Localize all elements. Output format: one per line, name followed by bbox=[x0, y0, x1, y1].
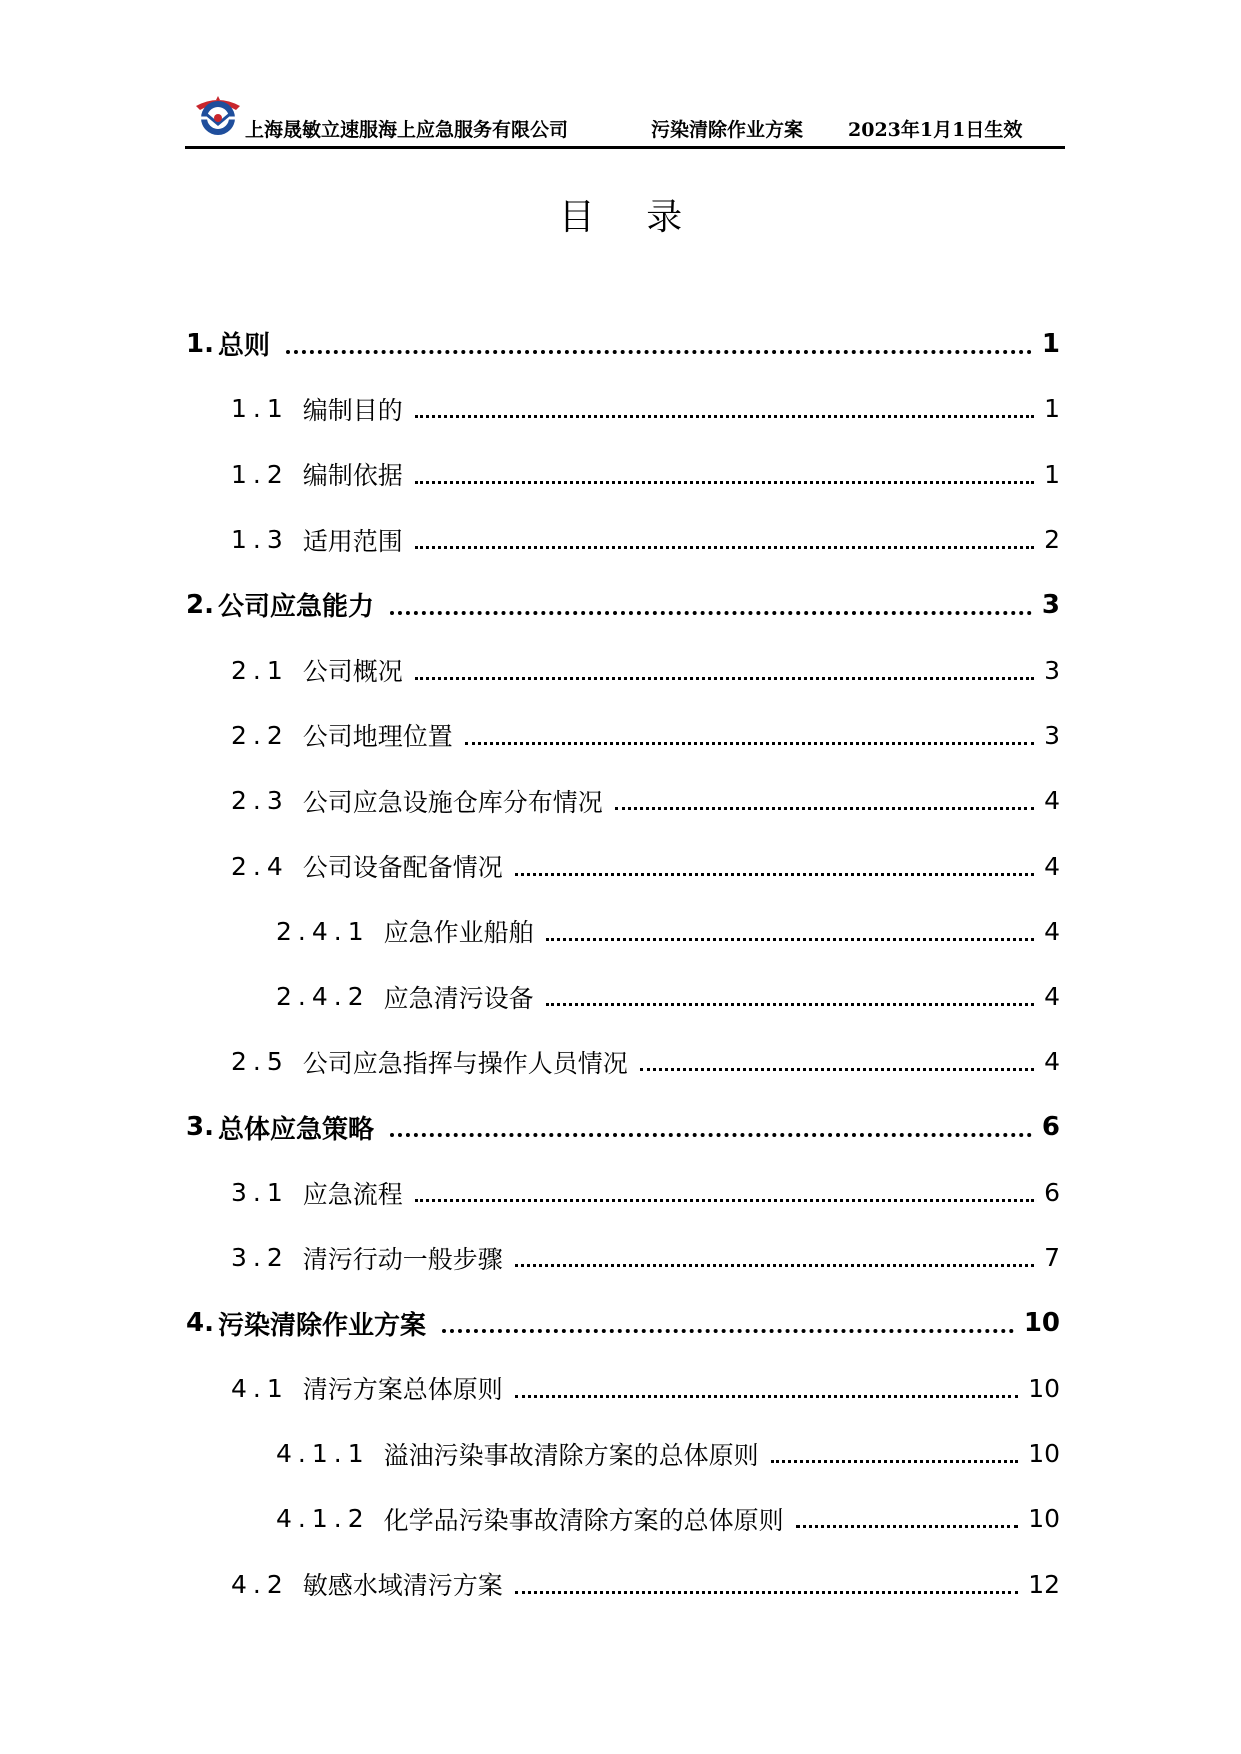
toc-entry[interactable] bbox=[186, 1095, 1060, 1160]
toc-entry-page-number: 1 bbox=[1044, 394, 1060, 424]
toc-entry-number: 3.2 bbox=[231, 1243, 289, 1273]
toc-dot-leader bbox=[415, 677, 1034, 680]
toc-entry-page-number: 6 bbox=[1041, 1112, 1060, 1143]
toc-entry-page-number: 4 bbox=[1044, 1047, 1060, 1077]
toc-entry[interactable] bbox=[186, 833, 1060, 898]
toc-entry-number: 2.4.2 bbox=[276, 982, 370, 1012]
toc-dot-leader bbox=[415, 481, 1034, 484]
toc-dot-leader bbox=[515, 1264, 1034, 1267]
toc-entry[interactable] bbox=[186, 1160, 1060, 1225]
header-company-name: 上海晟敏立速服海上应急服务有限公司 bbox=[245, 119, 569, 141]
toc-entry[interactable] bbox=[186, 1421, 1060, 1486]
toc-entry[interactable] bbox=[186, 311, 1060, 376]
toc-entry[interactable] bbox=[186, 964, 1060, 1029]
toc-entry[interactable] bbox=[186, 1029, 1060, 1094]
toc-entry-label: 适用范围 bbox=[302, 526, 403, 556]
toc-dot-leader bbox=[515, 873, 1034, 876]
toc-dot-leader bbox=[546, 938, 1034, 941]
toc-dot-leader bbox=[640, 1068, 1034, 1071]
toc-entry-label: 总体应急策略 bbox=[217, 1114, 374, 1145]
toc-entry-label: 应急流程 bbox=[302, 1179, 403, 1209]
toc-entry-label: 公司概况 bbox=[302, 657, 403, 687]
toc-entry[interactable] bbox=[186, 637, 1060, 702]
toc-entry-label: 编制依据 bbox=[302, 461, 403, 491]
toc-entry-page-number: 7 bbox=[1044, 1243, 1060, 1273]
toc-entry-number: 3. bbox=[186, 1112, 214, 1143]
toc-title: 目 录 bbox=[558, 197, 703, 238]
toc-entry-number: 4.1.1 bbox=[276, 1439, 370, 1469]
toc-dot-leader bbox=[515, 1395, 1018, 1398]
toc-entry-number: 2.4.1 bbox=[276, 916, 370, 946]
toc-entry[interactable] bbox=[186, 507, 1060, 572]
toc-dot-leader bbox=[415, 1199, 1034, 1202]
toc-dot-leader bbox=[390, 1133, 1032, 1137]
toc-entry-number: 3.1 bbox=[231, 1178, 289, 1207]
toc-entry-number: 4.1.2 bbox=[276, 1504, 370, 1534]
toc-dot-leader bbox=[415, 546, 1034, 549]
toc-entry[interactable] bbox=[186, 572, 1060, 637]
toc-entry-number: 2.5 bbox=[231, 1047, 289, 1077]
toc-entry[interactable] bbox=[186, 768, 1060, 833]
toc-entry-page-number: 4 bbox=[1044, 982, 1060, 1012]
toc-entry-label: 清污行动一般步骤 bbox=[302, 1244, 503, 1274]
header-document-name: 污染清除作业方案 bbox=[651, 119, 804, 141]
toc-entry-number: 1.2 bbox=[231, 459, 289, 489]
toc-dot-leader bbox=[546, 1003, 1034, 1006]
toc-dot-leader bbox=[390, 611, 1032, 615]
toc-entry[interactable] bbox=[186, 1486, 1060, 1551]
toc-dot-leader bbox=[415, 415, 1034, 418]
toc-entry-page-number: 4 bbox=[1044, 851, 1060, 881]
toc-entry-label: 化学品污染事故清除方案的总体原则 bbox=[383, 1505, 784, 1535]
toc-entry-number: 4.1 bbox=[231, 1373, 289, 1403]
toc-entry-number: 1.1 bbox=[231, 394, 289, 424]
header-effective-date: 2023年1月1日生效 bbox=[848, 119, 1023, 141]
toc-entry-page-number: 10 bbox=[1028, 1504, 1060, 1534]
toc-entry-page-number: 10 bbox=[1028, 1373, 1060, 1403]
toc-dot-leader bbox=[286, 350, 1032, 354]
toc-entry-label: 溢油污染事故清除方案的总体原则 bbox=[383, 1440, 759, 1470]
page-header bbox=[185, 82, 1065, 152]
toc-entry[interactable] bbox=[186, 442, 1060, 507]
toc-entry-page-number: 3 bbox=[1041, 589, 1060, 620]
toc-entry[interactable] bbox=[186, 703, 1060, 768]
toc-entry-page-number: 6 bbox=[1044, 1178, 1060, 1207]
toc-dot-leader bbox=[796, 1525, 1019, 1528]
toc-entry-label: 应急作业船舶 bbox=[383, 918, 534, 948]
table-of-contents bbox=[186, 311, 1060, 1617]
toc-entry[interactable] bbox=[186, 899, 1060, 964]
toc-entry-number: 1.3 bbox=[231, 525, 289, 555]
toc-entry-label: 公司应急设施仓库分布情况 bbox=[302, 787, 603, 817]
toc-entry[interactable] bbox=[186, 1552, 1060, 1617]
header-divider bbox=[185, 146, 1065, 149]
toc-dot-leader bbox=[442, 1329, 1014, 1333]
toc-entry-label: 公司应急指挥与操作人员情况 bbox=[302, 1048, 628, 1078]
toc-entry-page-number: 10 bbox=[1028, 1439, 1060, 1469]
toc-entry-label: 公司地理位置 bbox=[302, 722, 453, 752]
toc-entry-label: 敏感水域清污方案 bbox=[302, 1571, 503, 1601]
toc-dot-leader bbox=[615, 807, 1034, 810]
toc-entry-label: 应急清污设备 bbox=[383, 983, 534, 1013]
toc-entry-number: 4.2 bbox=[231, 1569, 289, 1599]
toc-entry-number: 2.2 bbox=[231, 720, 289, 750]
toc-entry-number: 2.3 bbox=[231, 786, 289, 816]
toc-entry-label: 污染清除作业方案 bbox=[217, 1310, 426, 1341]
toc-entry-page-number: 1 bbox=[1044, 459, 1060, 489]
company-logo-icon bbox=[192, 88, 244, 140]
toc-entry-page-number: 4 bbox=[1044, 916, 1060, 946]
toc-entry-label: 公司设备配备情况 bbox=[302, 853, 503, 883]
toc-dot-leader bbox=[515, 1591, 1018, 1594]
toc-entry-page-number: 4 bbox=[1044, 786, 1060, 816]
toc-entry-page-number: 3 bbox=[1044, 720, 1060, 750]
toc-entry[interactable] bbox=[186, 1356, 1060, 1421]
toc-entry-page-number: 12 bbox=[1028, 1569, 1060, 1599]
toc-dot-leader bbox=[465, 742, 1034, 745]
toc-entry-number: 1. bbox=[186, 328, 214, 359]
toc-entry-number: 2.4 bbox=[231, 851, 289, 881]
toc-entry-page-number: 10 bbox=[1023, 1308, 1060, 1339]
toc-entry-page-number: 3 bbox=[1044, 655, 1060, 685]
toc-entry-label: 清污方案总体原则 bbox=[302, 1375, 503, 1405]
toc-entry-page-number: 2 bbox=[1044, 525, 1060, 555]
toc-entry-number: 2. bbox=[186, 589, 214, 620]
toc-entry-page-number: 1 bbox=[1041, 328, 1060, 359]
toc-entry-number: 2.1 bbox=[231, 655, 289, 685]
toc-entry-label: 公司应急能力 bbox=[217, 592, 374, 623]
toc-entry-label: 总则 bbox=[217, 331, 270, 362]
toc-entry-label: 编制目的 bbox=[302, 395, 403, 425]
toc-entry[interactable] bbox=[186, 1290, 1060, 1355]
toc-entry-number: 4. bbox=[186, 1308, 214, 1339]
toc-entry[interactable] bbox=[186, 1225, 1060, 1290]
toc-entry[interactable] bbox=[186, 376, 1060, 441]
toc-dot-leader bbox=[771, 1460, 1019, 1463]
